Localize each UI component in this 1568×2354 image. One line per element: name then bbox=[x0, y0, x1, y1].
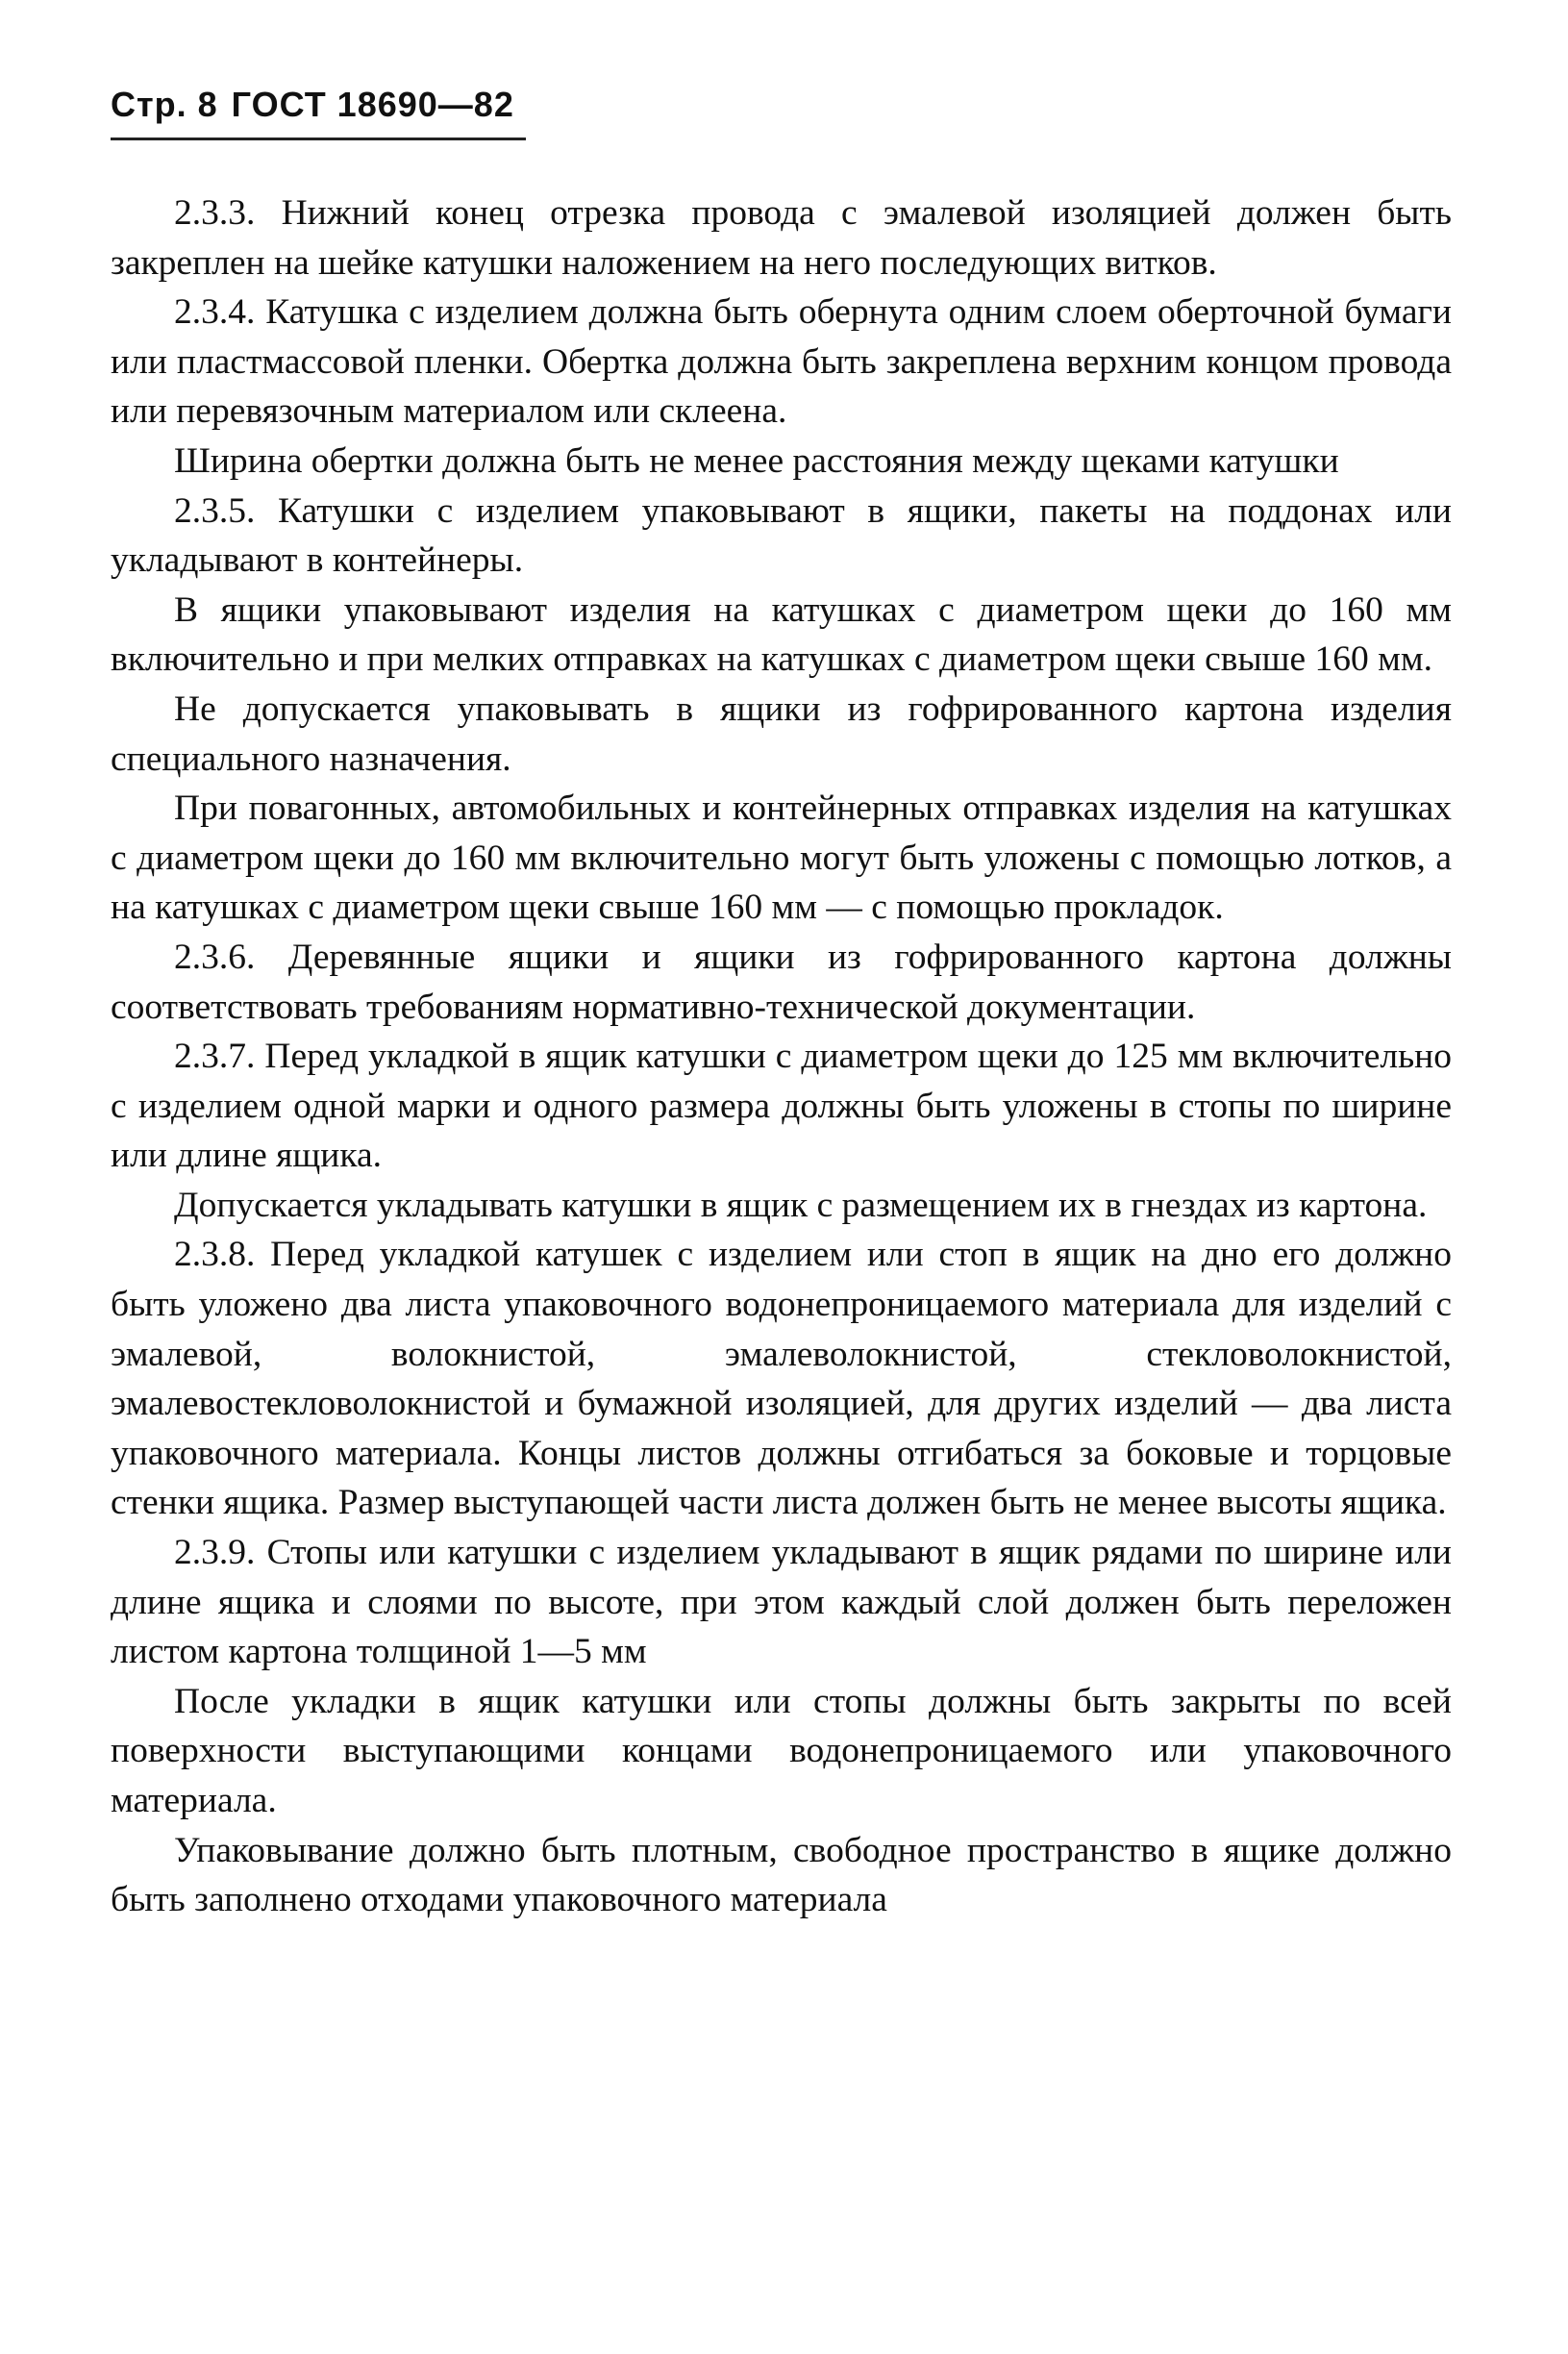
paragraph-closing: После укладки в ящик катушки или стопы должны быть закрыты по всей поверхности выступающими концами водонепроницаемого или упаковочного материала. bbox=[111, 1681, 1452, 1820]
standard-number: ГОСТ 18690—82 bbox=[231, 85, 514, 124]
paragraph-2-3-3: 2.3.3. Нижний конец отрезка провода с эмалевой изоляцией должен быть закреплен на шейке катушки наложением на него последующих витков. bbox=[111, 193, 1452, 283]
paragraph-nests: Допускается укладывать катушки в ящик с размещением их в гнездах из картона. bbox=[174, 1185, 1428, 1225]
header-underline bbox=[111, 138, 526, 140]
paragraph-shipments: При повагонных, автомобильных и контейнерных отправках изделия на катушках с диаметром щеки до 160 мм включительно могут быть уложены с помощью лотков, а на катушках с диаметром щеки свыше 160 мм — с помощью прокладок. bbox=[111, 789, 1452, 928]
paragraph-2-3-6: 2.3.6. Деревянные ящики и ящики из гофрированного картона должны соответствовать требованиям нормативно-технической документации. bbox=[111, 937, 1452, 1027]
paragraph-wrap-width: Ширина обертки должна быть не менее расстояния между щеками катушки bbox=[174, 440, 1339, 481]
paragraph-2-3-4: 2.3.4. Катушка с изделием должна быть обернута одним слоем оберточной бумаги или пластмассовой пленки. Обертка должна быть закреплена верхним концом провода или перевязочным материалом или склеена. bbox=[111, 292, 1452, 432]
paragraph-2-3-8: 2.3.8. Перед укладкой катушек с изделием или стоп в ящик на дно его должно быть уложено два листа упаковочного водонепроницаемого материала для изделий с эмалевой, волокнистой, эмалеволокнистой, стекловолокнистой, эмалевостекловолокнистой и бумажной изоляцией, для других изделий — два листа упаковочного материала. Концы листов должны отгибаться за боковые и торцовые стенки ящика. Размер выступающей части листа должен быть не менее высоты ящика. bbox=[111, 1235, 1452, 1523]
page-number: Стр. 8 bbox=[111, 85, 218, 124]
paragraph-2-3-7: 2.3.7. Перед укладкой в ящик катушки с диаметром щеки до 125 мм включительно с изделием одной марки и одного размера должны быть уложены в стопы по ширине или длине ящика. bbox=[111, 1037, 1452, 1176]
page-header bbox=[111, 85, 1452, 146]
paragraph-packing: Упаковывание должно быть плотным, свободное пространство в ящике должно быть заполнено отходами упаковочного материала bbox=[111, 1830, 1452, 1920]
header-line bbox=[111, 85, 1452, 125]
paragraph-corrugated: Не допускается упаковывать в ящики из гофрированного картона изделия специального назначения. bbox=[111, 689, 1452, 779]
document-page bbox=[111, 85, 1452, 2296]
paragraph-2-3-9: 2.3.9. Стопы или катушки с изделием укладывают в ящик рядами по ширине или длине ящика и слоями по высоте, при этом каждый слой должен быть переложен листом картона толщиной 1—5 мм bbox=[111, 1533, 1452, 1672]
paragraph-2-3-5: 2.3.5. Катушки с изделием упаковывают в ящики, пакеты на поддонах или укладывают в контейнеры. bbox=[111, 490, 1452, 581]
paragraph-boxes: В ящики упаковывают изделия на катушках с диаметром щеки до 160 мм включительно и при мелких отправках на катушках с диаметром щеки свыше 160 мм. bbox=[111, 589, 1452, 680]
document-body bbox=[111, 188, 1452, 1925]
